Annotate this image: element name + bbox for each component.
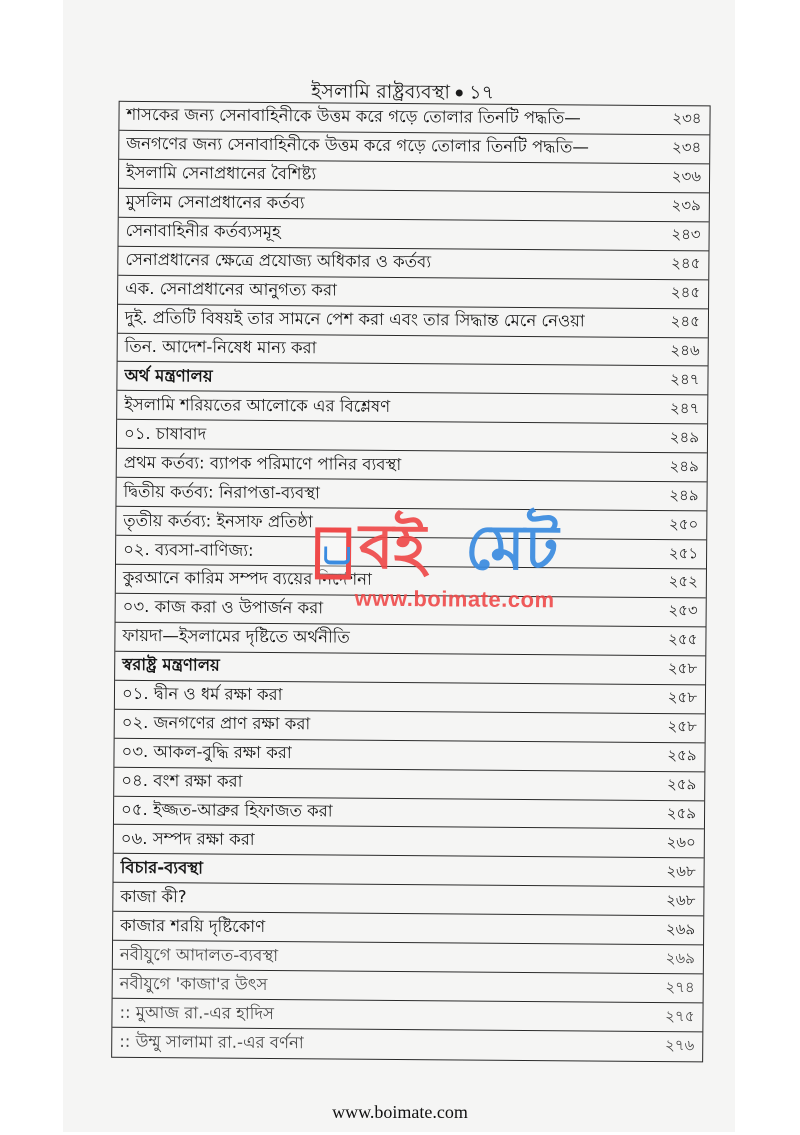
toc-row (116, 536, 706, 570)
toc-row (119, 160, 709, 194)
toc-entry-page: ২৪৫ (671, 254, 701, 273)
toc-row (117, 420, 707, 454)
toc-entry-page: ২৫৩ (668, 601, 698, 620)
scanned-book-page (63, 0, 735, 1132)
toc-entry-page: ২৫২ (668, 572, 698, 591)
toc-entry-page: ২৫৫ (668, 630, 698, 649)
toc-entry-title: ফায়দা—ইসলামের দৃষ্টিতে অর্থনীতি (122, 626, 350, 647)
toc-entry-page: ২৩৬ (671, 167, 702, 186)
toc-entry-page: ২৪৯ (669, 427, 700, 447)
toc-row (119, 218, 709, 252)
toc-entry-page: ২৫৯ (667, 746, 697, 765)
toc-entry-page: ২৩৪ (672, 109, 702, 128)
toc-entry-page: ২৫৯ (666, 775, 697, 794)
toc-row (113, 941, 703, 975)
toc-entry-page: ২৪৯ (669, 456, 699, 476)
toc-row (113, 912, 703, 946)
toc-row (116, 507, 706, 541)
toc-entry-title: :: মুআজ রা.-এর হাদিস (119, 1002, 275, 1023)
toc-entry-title: এক. সেনাপ্রধানের আনুগত্য করা (125, 278, 337, 300)
watermark-word-blue: মেট (464, 510, 559, 585)
watermark-word-red: বই (358, 509, 427, 584)
toc-row (119, 131, 709, 165)
toc-row (115, 623, 705, 657)
toc-entry-page: ২৪৫ (670, 312, 701, 331)
toc-row (114, 825, 704, 859)
toc-entry-page: ২৫৯ (666, 804, 697, 823)
toc-entry-title: ০৩. আকল-বুদ্ধি রক্ষা করা (121, 741, 292, 763)
toc-row (118, 246, 708, 280)
toc-entry-page: ২৭৬ (664, 1036, 695, 1055)
toc-entry-page: ২৩৪ (671, 138, 702, 157)
toc-entry-title: জনগণের জন্য সেনাবাহিনীকে উত্তম করে গড়ে তোলার তিনটি পদ্ধতি— (126, 134, 590, 157)
toc-entry-page: ২৬৮ (666, 861, 696, 881)
toc-row (119, 189, 709, 223)
table-of-contents (111, 101, 710, 1063)
toc-entry-page: ২৪৩ (671, 225, 701, 244)
toc-entry-title: স্বরাষ্ট্র মন্ত্রণালয় (122, 655, 220, 675)
toc-entry-title: কুরআনে কারিম সম্পদ ব্যয়ের নির্দেশনা (122, 568, 372, 590)
toc-row (115, 681, 705, 715)
toc-entry-page: ২৫১ (668, 543, 699, 562)
toc-row (116, 478, 706, 512)
page-content (59, 0, 740, 1135)
toc-row (112, 1028, 702, 1062)
toc-row (114, 796, 704, 830)
toc-entry-title: তৃতীয় কর্তব্য: ইনসাফ প্রতিষ্ঠা (123, 510, 313, 531)
book-title: ইসলামি রাষ্ট্রব্যবস্থা (311, 80, 451, 104)
toc-entry-page: ২৫০ (669, 514, 699, 533)
toc-entry-title: ০২. ব্যবসা-বাণিজ্য: (123, 539, 254, 560)
toc-section-row (117, 362, 707, 396)
toc-entry-page: ২৪৫ (670, 283, 701, 302)
toc-entry-title: শাসকের জন্য সেনাবাহিনীকে উত্তম করে গড়ে তোলার তিনটি পদ্ধতি— (126, 105, 581, 128)
toc-entry-title: ০৫. ইজ্জত-আব্রুর হিফাজত করা (121, 799, 333, 821)
toc-entry-page: ২৪৯ (669, 485, 699, 505)
toc-entry-page: ২৬০ (666, 833, 696, 852)
toc-row (113, 883, 703, 917)
toc-row (113, 970, 703, 1004)
toc-entry-page: ২৪৭ (670, 370, 700, 389)
toc-entry-title: নবীযুগে আদালত-ব্যবস্থা (119, 944, 279, 965)
toc-entry-page: ২৬৮ (666, 890, 696, 910)
toc-entry-title: কাজা কী? (120, 886, 187, 907)
toc-row (116, 594, 706, 628)
toc-row (115, 709, 705, 743)
toc-row (117, 391, 707, 425)
toc-entry-page: ২৭৪ (665, 977, 695, 996)
toc-entry-title: ০১. দ্বীন ও ধর্ম রক্ষা করা (121, 684, 283, 705)
toc-entry-title: ০৬. সম্পদ রক্ষা করা (120, 828, 255, 849)
toc-row (114, 738, 704, 772)
toc-section-row (115, 652, 705, 686)
toc-entry-title: তিন. আদেশ-নিষেধ মান্য করা (124, 336, 317, 358)
toc-entry-title: প্রথম কর্তব্য: ব্যাপক পরিমাণে পানির ব্যবস্থা (123, 452, 402, 474)
watermark-url: www.boimate.com (354, 585, 555, 613)
toc-entry-title: দুই. প্রতিটি বিষয়ই তার সামনে পেশ করা এবং তার সিদ্ধান্ত মেনে নেওয়া (124, 307, 585, 331)
toc-row (118, 275, 708, 309)
toc-entry-title: দ্বিতীয় কর্তব্য: নিরাপত্তা-ব্যবস্থা (123, 481, 320, 503)
toc-entry-title: বিচার-ব্যবস্থা (120, 857, 204, 878)
footer-url: www.boimate.com (332, 1102, 468, 1122)
toc-entry-title: ইসলামি শরিয়তের আলোকে এর বিশ্লেষণ (124, 394, 391, 416)
bullet-separator (456, 89, 463, 96)
toc-entry-page: ২৭৫ (665, 1006, 695, 1025)
toc-entry-title: ০৪. বংশ রক্ষা করা (121, 770, 243, 791)
toc-entry-title: মুসলিম সেনাপ্রধানের কর্তব্য (125, 192, 305, 213)
toc-entry-page: ২৪৬ (670, 341, 700, 360)
toc-entry-title: ইসলামি সেনাপ্রধানের বৈশিষ্ট্য (126, 163, 317, 184)
toc-entry-title: :: উম্মু সালামা রা.-এর বর্ণনা (119, 1031, 304, 1053)
toc-row (117, 449, 707, 483)
toc-entry-page: ২৩৯ (671, 196, 701, 215)
toc-entry-title: ০৩. কাজ করা ও উপার্জন করা (122, 597, 324, 618)
toc-entry-title: কাজার শরয়ি দৃষ্টিকোণ (120, 915, 266, 936)
toc-row (116, 565, 706, 599)
toc-entry-title: নবীযুগে 'কাজা'র উৎস (119, 973, 268, 994)
toc-row (112, 999, 702, 1033)
toc-entry-title: অর্থ মন্ত্রণালয় (124, 365, 213, 386)
toc-row (118, 304, 708, 338)
toc-entry-title: সেনাবাহিনীর কর্তব্যসমূহ (125, 221, 281, 242)
toc-entry-page: ২৫৮ (667, 659, 698, 678)
toc-row (119, 102, 709, 136)
toc-entry-title: ০২. জনগণের প্রাণ রক্ষা করা (121, 712, 311, 734)
toc-section-row (114, 854, 704, 888)
page-number: ১৭ (469, 81, 495, 104)
toc-entry-page: ২৬৯ (665, 948, 696, 967)
toc-entry-page: ২৬৯ (665, 919, 696, 939)
toc-entry-page: ২৫৮ (667, 688, 698, 707)
toc-entry-page: ২৪৭ (669, 398, 700, 418)
toc-entry-title: ০১. চাষাবাদ (123, 423, 207, 444)
toc-row (118, 333, 708, 367)
toc-row (114, 767, 704, 801)
toc-entry-page: ২৫৮ (667, 717, 697, 736)
toc-entry-title: সেনাপ্রধানের ক্ষেত্রে প্রযোজ্য অধিকার ও কর্তব্য (125, 249, 432, 272)
